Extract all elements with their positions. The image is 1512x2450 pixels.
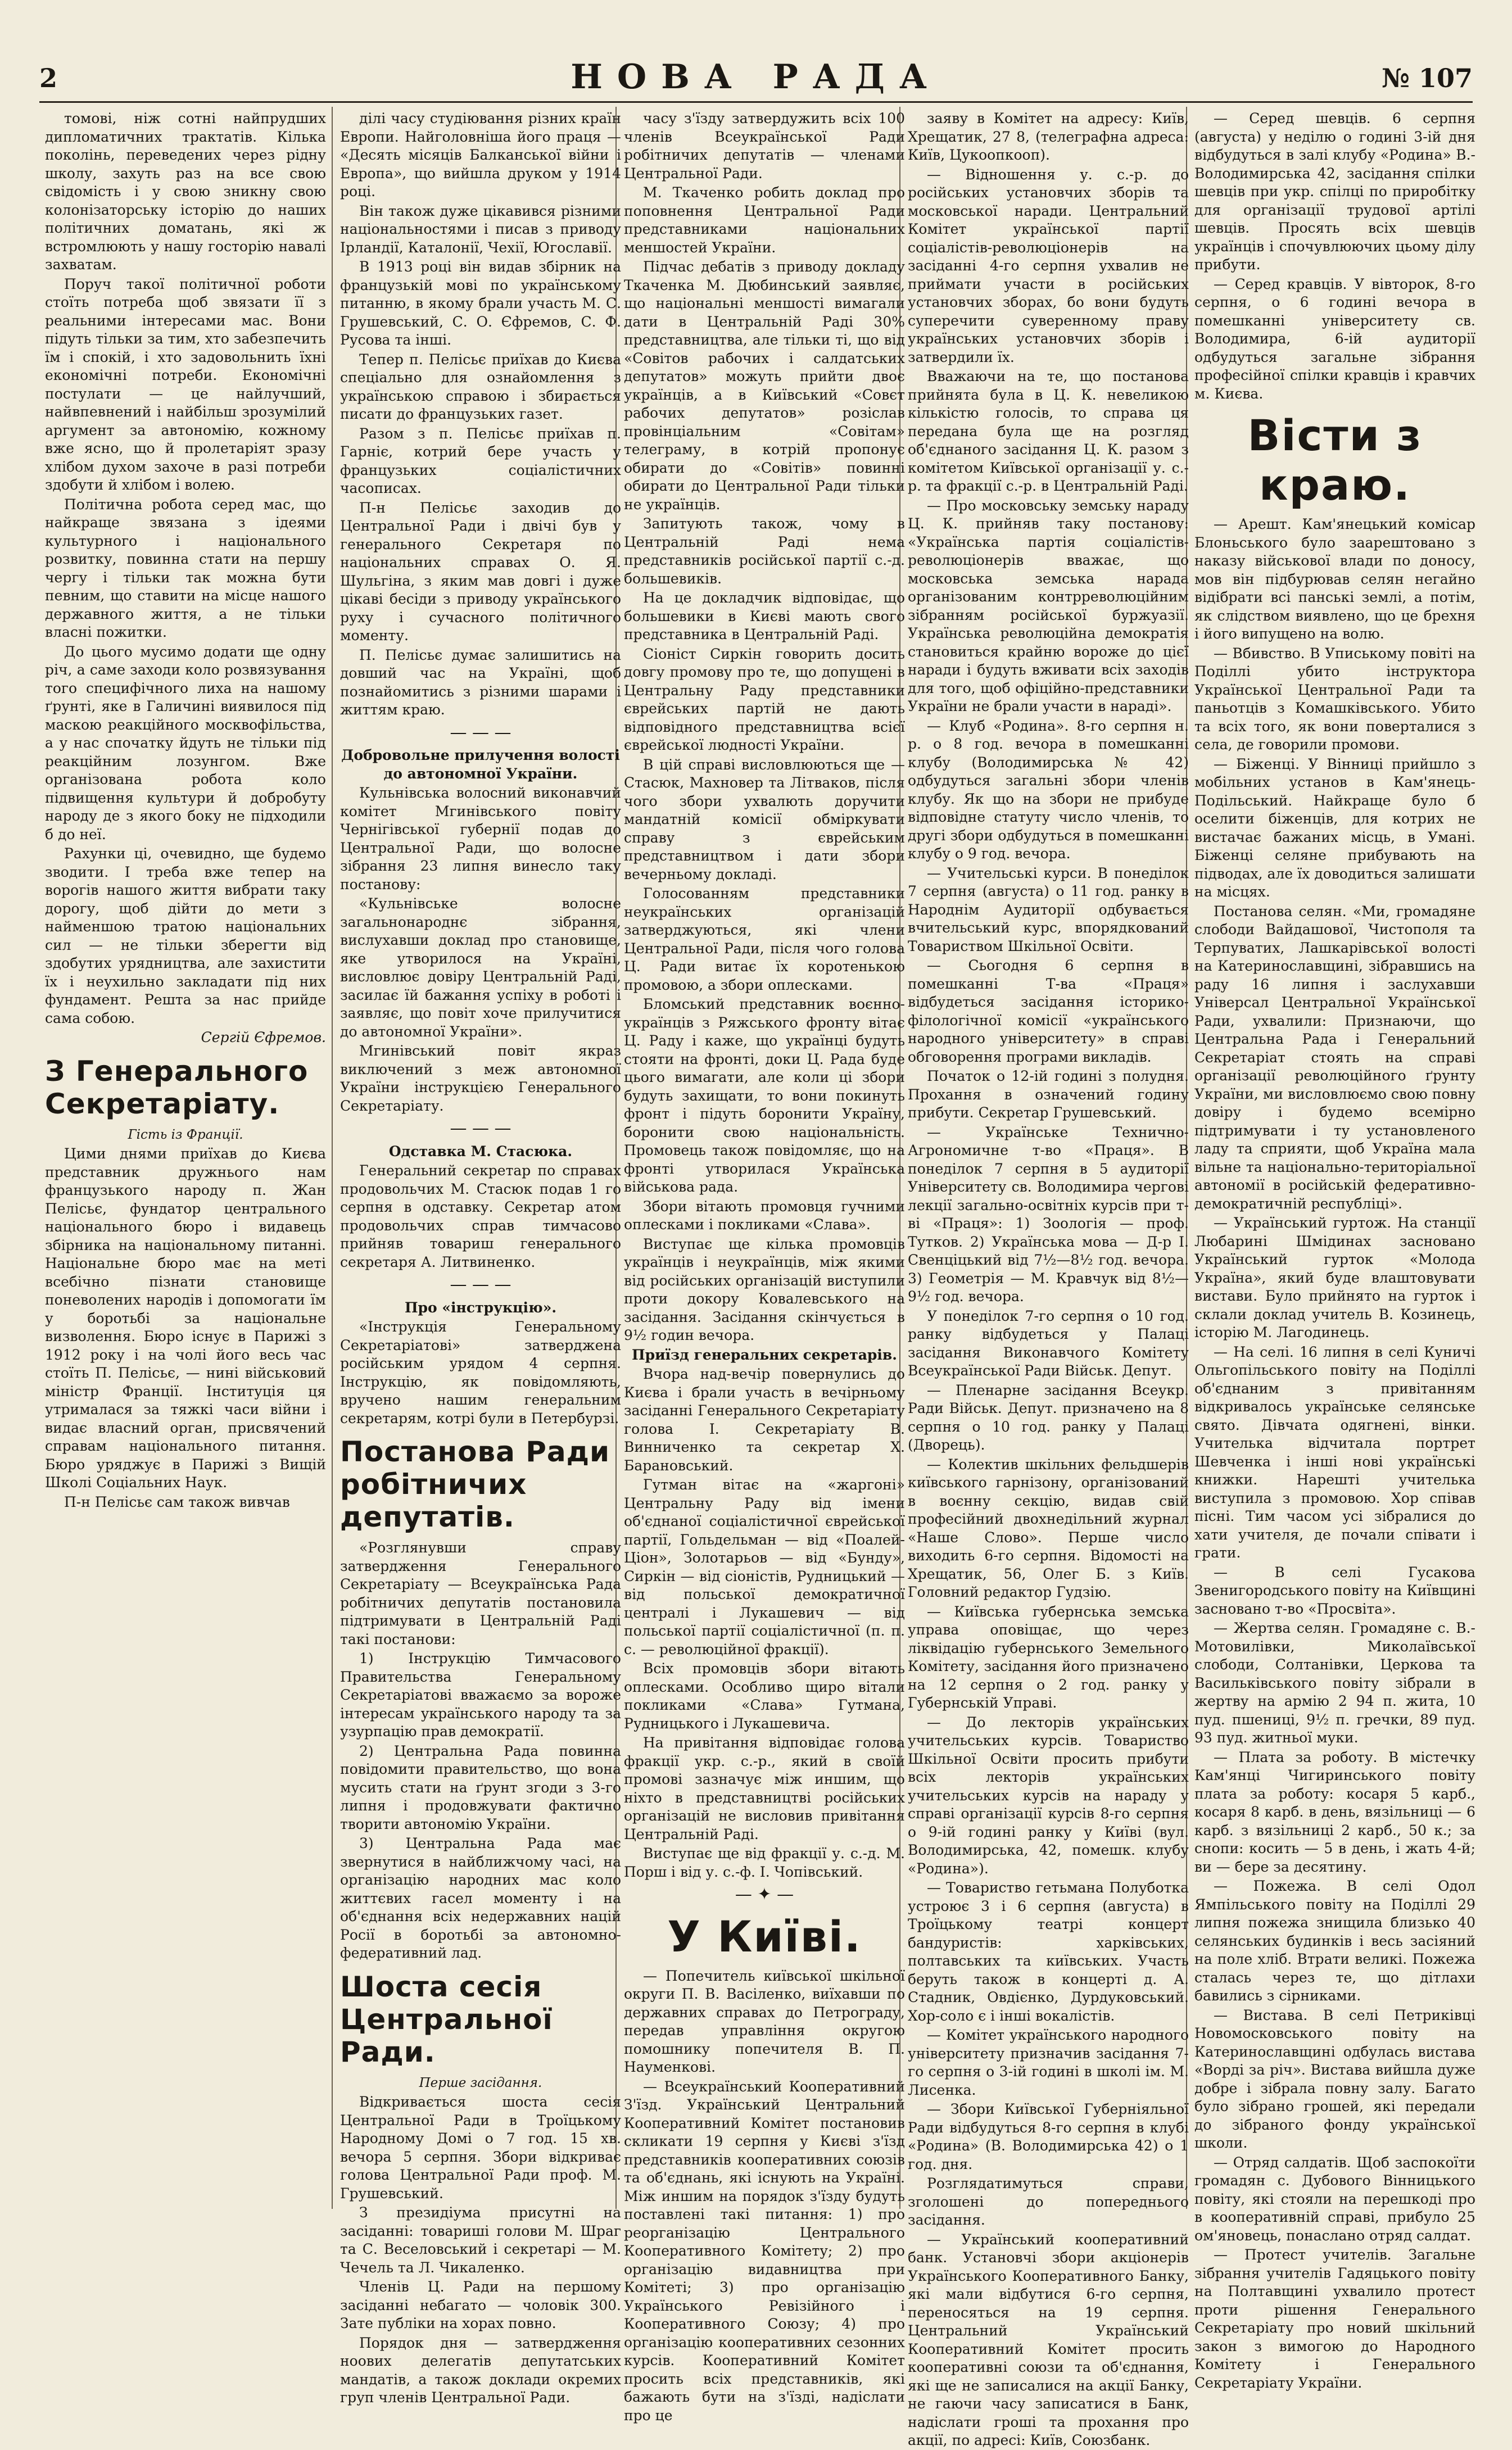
paragraph: Разом з п. Пелісьє приїхав п. Гарніє, котрий бере участь у французьких соціалістичних часописах.: [340, 425, 621, 496]
paragraph: М. Ткаченко робить доклад про поповнення Центральної Ради представниками національних меншостей України.: [624, 184, 905, 256]
paragraph: Рахунки ці, очевидно, ще будемо зводити. І треба вже тепер на ворогів нашого життя вибрати таку дорогу, щоб дійти до мети з найменшою тратою національних сил — не тільки зберегти від здобутих урядництва, але захистити їх і неухильно закладати під них фундамент. Решта за нас прийде сама собою.: [45, 845, 326, 1026]
paragraph: Вчора над-вечір повернулись до Києва і брали участь в вечірньому засіданні Генерального Секретаріату голова І. Секретаріату В. Винниченко та секретар Х. Барановський.: [624, 1366, 905, 1474]
paragraph: Кульнівська волосний виконавчий комітет Мгинівського повіту Чернігівської губернії подав до Центральної Ради, що волосне зібрання 23 липня винесло таку постанову:: [340, 785, 621, 893]
paragraph: Політична робота серед мас, що найкраще звязана з ідеями культурного і національного розвитку, повинна стати на першу чергу і тільки так можна бути певним, що ставити на місце нашого державного життя, а не тільки власні пожитки.: [45, 496, 326, 640]
paragraph: — Колектив шкільних фельдшерів київського гарнізону, організований в воєнну секцію, видав свій професійний двохнедільний журнал «Наше Слово». Перше число виходить 6-го серпня. Відомості на Хрещатик, 56, Олег Б. з Київ. Головний редактор Гудзію.: [908, 1456, 1189, 1600]
paragraph: — Відношення у. с.-р. до російських установчих зборів та московської наради. Центральний Комітет української партії соціалістів-революціонерів на засіданні 4-го серпня ухвалив не приймати участи в російських установчих зборах, бо вони будуть суперечити суверенному праву українських установчих зборів і затвердили їх.: [908, 166, 1189, 365]
paragraph: З президіума присутні на засіданні: товариші голови М. Шраг та С. Веселовський і секретарі — М. Чечель та Л. Чикаленко.: [340, 2204, 621, 2276]
author-signature: Сергій Єфремов.: [201, 1029, 326, 1045]
paragraph: Гутман вітає на «жаргоні» Центральну Раду від імени об'єднаної соціалістичної єврейської партії, Гольдельман — від «Поалей-Ціон», Золотарьов — від «Бунду», Сиркін — від сіоністів, Рудницький — від польської демократичної централі і Лукашевич — від польської партії соціалістичної (п. п. с. — революційної фракції).: [624, 1477, 905, 1658]
page-number: 2: [39, 63, 58, 93]
paragraph: В 1913 році він видав збірник на французькій мові по українському питанню, в якому брали участь М. С. Грушевський, С. О. Єфремов, С. Ф. Русова та інші.: [340, 259, 621, 348]
masthead-rule: [39, 101, 1473, 103]
paragraph: — Товариство гетьмана Полуботка устроює 3 і 6 серпня (августа) в Троїцькому театрі концерт бандуристів: харківських, полтавських та київських. Участь беруть також в концерті д. А. Стадник, Овдієнко, Дурдуковський. Хор-соло є і інші вокалістів.: [908, 1880, 1189, 2024]
column-5: [1194, 110, 1475, 2391]
paragraph: Поруч такої політичної роботи стоїть потреба щоб звязати її з реальними інтересами мас. Вони підуть тільки за тим, хто забезпечить їм і спокій, і хто задовольнить їхні економічні потреби. Економічні постулати — це найлучший, найвпевнений і найбільш зрозумілий аргумент за автономію, кожному вже ясно, що й пролетаріят зразу хлібом духом захоче в разі потреби здобути й хлібом і волею.: [45, 275, 326, 493]
paragraph: Збори вітають промовця гучними оплесками і покликами «Слава».: [624, 1198, 905, 1233]
paragraph: — Отряд салдатів. Щоб заспокоїти громадян с. Дубового Вінницького повіту, які стояли на перешкоді про в кооперативній справі, прибуло 25 ом'яновець, понаслано отряд салдат.: [1194, 2154, 1475, 2244]
ornament-divider: — — —: [450, 1275, 511, 1294]
paragraph: Всіх промовців збори вітають оплесками. Особливо щиро вітали покликами «Слава» Гутмана, Рудницького і Лукашевича.: [624, 1660, 905, 1732]
subheading: Добровольне прилучення волості до автономної України.: [341, 747, 620, 782]
paragraph: На привітання відповідає голова фракції укр. с.-р., який в своїй промові зазначує між иншим, що ніхто в представництві російських організацій не висловив привітання Центральній Раді.: [624, 1735, 905, 1842]
paragraph: — Учительські курси. В понеділок 7 серпня (августа) о 11 год. ранку в Народнім Аудиторії одбувається вчительський курс, впорядкований Товариством Шкільної Освіти.: [908, 864, 1189, 954]
paragraph: В цій справі висловлюються ще — Стасюк, Махновер та Літваков, після чого збори ухвалють доручити мандатній комісії обміркувати справу з єврейським представництвом і дати збори вечерньому докладі.: [624, 756, 905, 882]
paragraph: На це докладчик відповідає, що большевики в Києві мають свого представника в Центральній Раді.: [624, 590, 905, 642]
paragraph: Порядок дня — затвердження ноових делегатів депутатських мандатів, а також доклади окремих груп членів Центральної Ради.: [340, 2334, 621, 2406]
paragraph: Початок о 12-ій годині з полудня. Прохання в означений годину прибути. Секретар Грушевський.: [908, 1068, 1189, 1121]
column-1: [45, 110, 326, 2209]
paragraph: «Інструкція Генеральному Секретаріатові» затверджена російським урядом 4 серпня. Інструкцію, як повідомляють, вручено нашим генеральним секретарям, котрі були в Петербурзі.: [340, 1319, 621, 1426]
column-4: [908, 110, 1189, 2448]
subheading: Про «інструкцію».: [404, 1299, 557, 1316]
paragraph: — Пленарне засідання Всеукр. Ради Військ. Депут. призначено на 8 серпня о 10 год. ранку у Палаці (Дворець).: [908, 1382, 1189, 1453]
paragraph: томові, ніж сотні найпрудших дипломатичних трактатів. Кілька поколінь, переведених через рідну школу, захуть раз на все свою свідомість і у свою зникну свою колонізаторську історію до наших політичних доматань, які ж встромлюють у нашу госторію навалі захватам.: [45, 110, 326, 273]
paragraph: Виступає ще від фракції у. с.-д. М. Порш і від у. с.-ф. І. Чопівський.: [624, 1845, 905, 1880]
paragraph: — Сьогодня 6 серпня в помешканні Т-ва «Праця» відбудеться засідання історико-філологічної комісії «українського народного університету» в справі обговорення програми викладів.: [908, 957, 1189, 1065]
paragraph: П-н Пелісьє заходив до Центральної Ради і двічі був у генерального Секретаря по національних справах О. Я. Шульгіна, з яким мав довгі і дуже цікаві бесіди з приводу українського руху і сучасного політичного моменту.: [340, 499, 621, 644]
paragraph: — Київська губернська земська управа оповіщає, що через ліквідацію губернського Земельного Комітету, засідання його призначено на 12 серпня о 2 год. ранку у Губернській Управі.: [908, 1603, 1189, 1711]
paragraph: Членів Ц. Ради на першому засіданні небагато — чоловік 300. Зате публіки на хорах повно.: [340, 2279, 621, 2331]
masthead: [39, 56, 1473, 101]
paragraph: — Збори Київської Губерніяльної Ради відбудуться 8-го серпня в клубі «Родина» (В. Володимирська 42) о 1 год. дня.: [908, 2101, 1189, 2172]
column-2: [340, 110, 621, 2406]
subheading: Приїзд генеральних секретарів.: [632, 1346, 897, 1363]
paragraph: — В селі Гусакова Звенигородського повіту на Київщині засновано т-во «Просвіта».: [1194, 1564, 1475, 1617]
subheading: Гість із Франції.: [128, 1127, 243, 1142]
paragraph: Відкривається шоста сесія Центральної Ради в Троїцькому Народному Домі о 7 год. 15 хв. вечора 5 серпня. Збори відкриває голова Центральної Ради проф. М. Грушевський.: [340, 2094, 621, 2202]
paragraph: Вважаючи на те, що постанова прийнята була в Ц. К. невеликою кількістю голосів, то справа ця передана була ще на розгляд об'єднаного засідання Ц. К. разом з комітетом Київської організації у. с.-р. та фракції с.-р. в Центральній Раді.: [908, 368, 1189, 494]
paragraph: — Жертва селян. Громадяне с. В.-Мотовилівки, Миколаївської слободи, Солтанівки, Церкова та Васильківського повіту зібрали в жертву на армію 2 94 п. жита, 10 пуд. пшениці, 9½ п. гречки, 89 пуд. 93 пуд. житньої муки.: [1194, 1620, 1475, 1746]
ornament-divider: — — —: [450, 722, 511, 742]
paragraph: ділі часу студіювання різних країн Европи. Найголовніша його праця — «Десять місяців Балканської війни і Европа», що вийшла друком у 1914 році.: [340, 110, 621, 200]
ornament-divider: — — —: [450, 1118, 511, 1138]
paragraph: Генеральний секретар по справах продовольчих М. Стасюк подав 1 го серпня в одставку. Секретар атом продовольчих справ тимчасово прийняв товариш генерального секретаря А. Литвиненко.: [340, 1162, 621, 1270]
paragraph: — Комітет українського народного університету призначив засідання 7-го серпня о 3-ій годині в школі ім. М. Лисенка.: [908, 2027, 1189, 2098]
ornament-divider: — ✦ —: [735, 1885, 794, 1904]
paragraph: — Протест учителів. Загальне зібрання учителів Гадяцького повіту на Полтавщині ухвалило протест проти рішення Генерального Секретаріату про новий шкільний закон з вимогою до Народного Комітету і Генерального Секретаріату України.: [1194, 2247, 1475, 2391]
paragraph: — Вбивство. В Упиському повіті на Поділлі убито інструктора Української Центральної Ради та паньотців з Комашківського. Убито та всіх того, як вони поверталися з села, де говорили промови.: [1194, 645, 1475, 753]
subheading: Одставка М. Стасюка.: [388, 1143, 573, 1160]
paragraph: — Український кооперативний банк. Установчі збори акціонерів Українського Кооперативного Банку, які мали відбутися 6-го серпня, переносяться на 19 серпня. Центральний Український Кооперативний Комітет просить кооперативні союзи та об'єднання, які ще не записалися на акції Банку, не гаючи часу записатися в Банк, надіслати гроші та прохання про акції, по адресі: Київ, Союзбанк.: [908, 2231, 1189, 2448]
paragraph: До цього мусимо додати ще одну річ, а саме заходи коло розвязування того специфічного лиха на нашому ґрунті, яке в Галичині виявилося під маскою реакційного москвофільства, а у нас спочатку йдуть не тільки під реакційним лозунгом. Вже організована робота коло підвищення культури й добробуту народу де з якого боку не підходили б до неї.: [45, 643, 326, 843]
paragraph: 1) Інструкцію Тимчасового Правительства Генеральному Секретаріатові вважаємо за вороже інтересам українського народу та за узурпацію прав демократії.: [340, 1650, 621, 1740]
paragraph: — Вистава. В селі Петриківці Новомосковського повіту на Катеринославщині одбулась вистава «Ворді за річ». Вистава вийшла дуже добре і зібрала повну залу. Багато було зібрано грошей, які передали до зібраного фонду української школи.: [1194, 2007, 1475, 2151]
paragraph: 3) Центральна Рада має звернутися в найближчому часі, на організацію народних мас коло життєвих гасел моменту і на об'єднання всіх недержавних націй Росії в боротьбі за автономно-федеративний лад.: [340, 1835, 621, 1961]
paragraph: — Всеукраїнський Кооперативний З'їзд. Український Центральний Кооперативний Комітет постановив скликати 19 серпня у Києві з'їзд представників кооперативних союзів та об'єднань, які існують на Україні. Між иншим на порядок з'їзду будуть поставлені такі питання: 1) про реорганізацію Центрального Кооперативного Комітету; 2) про організацію видавництва при Комітеті; 3) про організацію Українського Ревізійного і Кооперативного Союзу; 4) про організацію кооперативних сезонних курсів. Кооперативний Комітет просить всіх представників, які бажають бути на з'їзді, надіслати про це: [624, 2078, 905, 2424]
section-heading: З Генерального Секретаріату.: [45, 1054, 309, 1120]
paragraph: П. Пелісьє думає залишитись на довший час на Україні, щоб познайомитись з різними шарами і життям краю.: [340, 646, 621, 718]
section-heading: Постанова Ради робітничих депутатів.: [340, 1435, 610, 1533]
paragraph: — Плата за роботу. В містечку Кам'янці Чигиринського повіту плата за роботу: косаря 5 карб., косаря 8 карб. в день, вязільниці — 6 карб. з вязільниці 2 карб., 50 к.; за снопи: косить — 5 в день, і жать 4-й; ви — бере за десятину.: [1194, 1749, 1475, 1875]
paragraph: Виступає ще кілька промовців українців і неукраїнців, між якими від російських організацій виступили проти докору Ковалевського на засідання. Засідання скінчується в 9½ годин вечора.: [624, 1235, 905, 1343]
paragraph: 2) Центральна Рада повинна повідомити правительство, що вона мусить стати на ґрунт згоди з 3-го липня і продовжувати фактично творити автономію України.: [340, 1742, 621, 1832]
paragraph: Бломський представник воєнно-українців з Ряжського фронту вітає Ц. Раду і каже, що українці будуть стояти на фронті, доки Ц. Рада буде цього вимагати, але коли ці збори будуть захищати, то вони покинуть фронт і підуть боронити Україну, боронити свою національність. Промовець також повідомляє, що на фронті утворилася Українська військова рада.: [624, 996, 905, 1195]
paragraph: «Розглянувши справу затвердження Генерального Секретаріату — Всеукраїнська Рада робітничих депутатів постановила підтримувати в Центральній Раді такі постанови:: [340, 1539, 621, 1647]
paragraph: Цими днями приїхав до Києва представник дружнього нам французького народу п. Жан Пелісьє, фундатор центрального національного бюро і видавець збірника на національному питанні. Національне бюро має на меті всебічно пізнати становище поневолених народів і допомогати їм у боротьбі за національне визволення. Бюро існує в Парижі з 1912 року і на чолі його весь час стоїть П. Пелісьє, — нині військовий міністр Франції. Інституція ця утрималася за тяжкі часи війни і видає власний орган, присвячений справам національного питання. Бюро уряджує в Парижі з Вищій Школі Соціальних Наук.: [45, 1145, 326, 1491]
paragraph: Мгинівський повіт якраз виключений з меж автономної України інструкцією Генерального Секретаріату.: [340, 1043, 621, 1114]
paragraph: заяву в Комітет на адресу: Київ, Хрещатик, 27 8, (телеграфна адреса: Київ, Цукоопкооп).: [908, 110, 1189, 163]
section-heading: У Київі.: [667, 1911, 862, 1962]
paragraph: У понеділок 7-го серпня о 10 год. ранку відбудеться у Палаці засідання Виконавчого Комітету Всеукраїнської Ради Військ. Депут.: [908, 1307, 1189, 1379]
paragraph: Підчас дебатів з приводу докладу Ткаченка М. Дюбинський заявляє, що національні меншості вимагали дати в Центральній Раді 30% представництва, але тільки ті, що від «Совітов рабочих і салдатських депутатов» можуть прийти двоє українців, а в Київський «Совєт рабочих депутатов» розіслав провінціальним «Совітам» телеграму, в котрій пропонує обирати до «Совітів» повинні обирати до Центральної Ради тільки не українців.: [624, 259, 905, 513]
paragraph: Сіоніст Сиркін говорить досить довгу промову про те, що допущені в Центральну Раду представники єврейських партій не дають відповідного представництва всієї єврейської людності України.: [624, 645, 905, 753]
section-heading: Вісти з краю.: [1247, 410, 1423, 510]
paragraph: — Біженці. У Вінниці прийшло з мобільних установ в Кам'янець-Подільський. Найкраще було б оселити біженців, для котрих не вистачає бажаних місць, в Умані. Біженці селяне прибувають на підводах, але їх доводиться залишати на місцях.: [1194, 755, 1475, 900]
paragraph: Голосованням представники неукраїнських організацій затверджуються, які члени Центральної Ради, після чого голова Ц. Ради витає їх коротенькою промовою, а збори оплесками.: [624, 885, 905, 993]
paragraph: — Серед кравців. У вівторок, 8-го серпня, о 6 годині вечора в помешканні університету св. Володимира, 6-ій аудиторії одбудуться загальне зібрання професійної спілки кравців і кравчих м. Києва.: [1194, 275, 1475, 402]
paragraph: — На селі. 16 липня в селі Куничі Ольгопільського повіту на Поділлі об'єднаним з привітанням відкривалось українське селянське свято. Дівчата одягнені, вінки. Учителька відчитала портрет Шевченка і інші нові українські книжки. Нарешті учителька виступила з промовою. Хор співав пісні. Тим часом усі зібралися до хати учителя, де почали співати і грати.: [1194, 1343, 1475, 1561]
section-heading: Шоста сесія Центральної Ради.: [340, 1970, 553, 2068]
paragraph: часу з'їзду затвердужить всіх 100 членів Всеукраїнської Ради робітничих депутатів — членами Центральної Ради.: [624, 110, 905, 182]
paragraph: Він також дуже цікавився різними національностями і писав з приводу Ірландії, Каталонії, Чехії, Югославії.: [340, 202, 621, 256]
paragraph: — Про московську земську нараду Ц. К. прийняв таку постанову: «Українська партія соціалістів-революціонерів вважає, що московська земська нарада організованим контрреволюційним зібранням російської буржуазії. Українська революційна демократія становиться крайню вороже до цієї наради і будуть вживати всіх заходів для того, щоб офіційно-представники України не брали участи в нараді».: [908, 497, 1189, 714]
paragraph: Розглядатимуться справи, зголошені до попереднього засідання.: [908, 2175, 1189, 2228]
paragraph: П-н Пелісьє сам також вивчав: [64, 1493, 290, 1510]
issue-number: № 107: [1381, 63, 1473, 93]
column-3: [624, 110, 905, 2424]
paragraph: Постанова селян. «Ми, громадяне слободи Вайдашової, Чистополя та Терпуватих, Лашкарівської волості на Катеринославщині, зібравшись на раду 16 липня і заслухавши Універсал Центральної Української Ради, ухвалили: Признаючи, що Центральна Рада і Генеральний Секретаріат стоять на справі організації революційного ґрунту України, ми висловлюємо свою повну довіру і будемо всемірно підтримувати і ту установленого ладу та сприяти, щоб Україна мала вільне та національно-територіальної автономії в російській федеративно-демократичній республіці».: [1194, 903, 1475, 1212]
paragraph: Тепер п. Пелісьє приїхав до Києва спеціально для ознайомлення з українською справою і збирається писати до французьких газет.: [340, 351, 621, 422]
newspaper-title: НОВА РАДА: [571, 57, 941, 97]
subheading: Перше засідання.: [419, 2075, 542, 2090]
paragraph: — Попечитель київської шкільної округи П. В. Васіленко, виїхавши по державних справах до Петрограду, передав управління округою помошнику попечителя В. П. Науменкові.: [624, 1967, 905, 2075]
paragraph: — Клуб «Родина». 8-го серпня н. р. о 8 год. вечора в помешканні клубу (Володимирська № 42) одбудуться загальні збори членів клубу. Як що на збори не прибуде відповідне статуту число членів, то другі збори одбудуться в помешканні клубу о 9 год. вечора.: [908, 717, 1189, 862]
paragraph: — До лекторів українських учительських курсів. Товариство Шкільної Освіти просить прибути всіх лекторів українських учительських курсів на нараду у справі організації курсів 8-го серпня о 9-ій годині ранку у Київі (вул. Володимирська, 42, помешк. клубу «Родина»).: [908, 1714, 1189, 1877]
paragraph: — Українське Технично-Агрономичне т-во «Праця». В понеділок 7 серпня в 5 аудиторії Університету св. Володимира чергові лекції загально-освітніх курсів при т-ві «Праця»: 1) Зоологія — проф. Тутков. 2) Українська мова — Д-р І. Свенціцький від 7½—8½ год. вечора. 3) Геометрія — М. Кравчук від 8½—9½ год. вечора.: [908, 1124, 1189, 1305]
paragraph: — Серед шевців. 6 серпня (августа) у неділю о годині 3-ій дня відбудуться в залі клубу «Родина» В.-Володимирська 42, засідання спілки шевців при укр. спілці по приробітку для організації трудової артілі шевців. Просять всіх шевців українців і спочувлюючих цьому ділу прибути.: [1194, 110, 1475, 273]
paragraph: — Арешт. Кам'янецький комісар Блоньського було заарештовано з наказу військової влади по доносу, мов він підбурював селян негайно відібрати всі панські землі, а потім, як слідством виявлено, що це брехня і його випущено на волю.: [1194, 516, 1475, 642]
paragraph: — Український гуртож. На станції Любарині Шмідинах засновано Український гурток «Молода Україна», який буде влаштовувати вистави. Було прийнято на гурток і склали доклад учитель В. Козинець, історію М. Лагодинець.: [1194, 1215, 1475, 1341]
paragraph: — Пожежа. В селі Одол Ямпільського повіту на Поділлі 29 липня пожежа знищила близько 40 селянських будинків і весь засіяний на поле хліб. Втрати великі. Пожежа сталась через те, що дітлахи бавились з сірниками.: [1194, 1878, 1475, 2004]
column-divider: [332, 107, 333, 2209]
paragraph: «Кульнівське волосне загальнонароднє зібрання, вислухавши доклад про становище, яке утворилося на Україні, висловлює довіру Центральній Раді, засилає їй бажання успіху в роботі і заявляє, що повіт хоче прилучитися до автономної України».: [340, 895, 621, 1040]
paragraph: Запитують також, чому в Центральній Раді нема представників російської партії с.-д. большевиків.: [624, 515, 905, 587]
